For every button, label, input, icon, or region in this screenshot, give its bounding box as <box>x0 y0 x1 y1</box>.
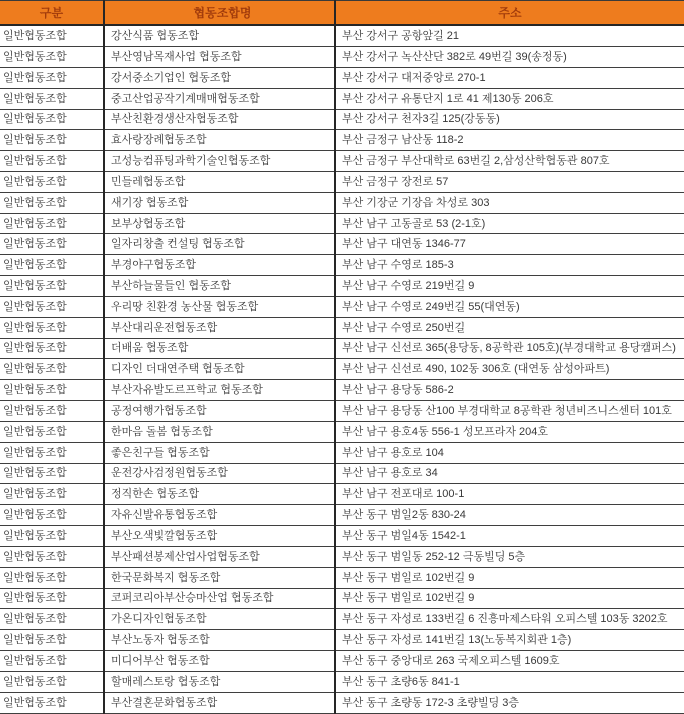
cell-address: 부산 동구 자성로 133번길 6 진흥마제스타워 오피스텔 103동 3202호 <box>335 609 684 630</box>
cell-category: 일반협동조합 <box>0 338 104 359</box>
cell-category: 일반협동조합 <box>0 88 104 109</box>
table-row <box>0 88 684 109</box>
cell-address: 부산 남구 용호4동 556-1 성모프라자 204호 <box>335 421 684 442</box>
cell-category: 일반협동조합 <box>0 505 104 526</box>
table-row <box>0 317 684 338</box>
cell-coop-name: 부경야구협동조합 <box>104 255 335 276</box>
table-row <box>0 526 684 547</box>
table-row <box>0 567 684 588</box>
cell-category: 일반협동조합 <box>0 172 104 193</box>
cell-coop-name: 운전강사검정원협동조합 <box>104 463 335 484</box>
cell-coop-name: 좋은친구들 협동조합 <box>104 442 335 463</box>
table-row <box>0 588 684 609</box>
cell-coop-name: 부산패션봉제산업사업협동조합 <box>104 546 335 567</box>
table-row <box>0 442 684 463</box>
cell-address: 부산 강서구 녹산산단 382로 49번길 39(송정동) <box>335 47 684 68</box>
table-row <box>0 421 684 442</box>
table-row <box>0 255 684 276</box>
cell-category: 일반협동조합 <box>0 109 104 130</box>
cell-category: 일반협동조합 <box>0 442 104 463</box>
cell-category: 일반협동조합 <box>0 276 104 297</box>
cell-category: 일반협동조합 <box>0 651 104 672</box>
cell-coop-name: 부산자유발도르프학교 협동조합 <box>104 380 335 401</box>
table-row <box>0 172 684 193</box>
cell-category: 일반협동조합 <box>0 213 104 234</box>
cell-coop-name: 부산영남목재사업 협동조합 <box>104 47 335 68</box>
table-body <box>0 25 684 714</box>
table-row <box>0 67 684 88</box>
cell-category: 일반협동조합 <box>0 67 104 88</box>
cell-address: 부산 금정구 장전로 57 <box>335 172 684 193</box>
cell-address: 부산 강서구 대저중앙로 270-1 <box>335 67 684 88</box>
cell-address: 부산 남구 고동골로 53 (2-1호) <box>335 213 684 234</box>
cell-coop-name: 새기장 협동조합 <box>104 192 335 213</box>
cell-coop-name: 정직한손 협동조합 <box>104 484 335 505</box>
cell-address: 부산 남구 수영로 250번길 <box>335 317 684 338</box>
cell-category: 일반협동조합 <box>0 192 104 213</box>
table-row <box>0 234 684 255</box>
cell-coop-name: 효사랑장례협동조합 <box>104 130 335 151</box>
cell-address: 부산 남구 용당동 산100 부경대학교 8공학관 청년비즈니스센터 101호 <box>335 401 684 422</box>
cell-category: 일반협동조합 <box>0 588 104 609</box>
cell-coop-name: 일자리창출 컨설팅 협동조합 <box>104 234 335 255</box>
cell-address: 부산 남구 수영로 219번길 9 <box>335 276 684 297</box>
table-row <box>0 463 684 484</box>
cell-address: 부산 남구 용당동 586-2 <box>335 380 684 401</box>
cell-address: 부산 동구 범일동 252-12 극동빌딩 5층 <box>335 546 684 567</box>
cell-category: 일반협동조합 <box>0 130 104 151</box>
cell-address: 부산 기장군 기장읍 차성로 303 <box>335 192 684 213</box>
cell-address: 부산 동구 범일4동 1542-1 <box>335 526 684 547</box>
table-row <box>0 546 684 567</box>
cell-address: 부산 남구 수영로 185-3 <box>335 255 684 276</box>
table-row <box>0 192 684 213</box>
cell-category: 일반협동조합 <box>0 359 104 380</box>
cell-address: 부산 동구 중앙대로 263 국제오피스텔 1609호 <box>335 651 684 672</box>
cell-coop-name: 중고산업공작기계매매협동조합 <box>104 88 335 109</box>
cell-category: 일반협동조합 <box>0 609 104 630</box>
cell-category: 일반협동조합 <box>0 401 104 422</box>
cell-coop-name: 우리땅 친환경 농산물 협동조합 <box>104 296 335 317</box>
table-row <box>0 484 684 505</box>
cell-category: 일반협동조합 <box>0 255 104 276</box>
cell-category: 일반협동조합 <box>0 25 104 47</box>
cell-category: 일반협동조합 <box>0 692 104 713</box>
table-row <box>0 671 684 692</box>
cell-coop-name: 디자인 더대연주택 협동조합 <box>104 359 335 380</box>
cell-coop-name: 보부상협동조합 <box>104 213 335 234</box>
table-row <box>0 338 684 359</box>
cell-coop-name: 가온디자인협동조합 <box>104 609 335 630</box>
cell-coop-name: 자유신발유통협동조합 <box>104 505 335 526</box>
cell-category: 일반협동조합 <box>0 234 104 255</box>
table-row <box>0 296 684 317</box>
cell-coop-name: 할매레스토랑 협동조합 <box>104 671 335 692</box>
cell-address: 부산 동구 초량동 172-3 초량빌딩 3층 <box>335 692 684 713</box>
cell-category: 일반협동조합 <box>0 151 104 172</box>
cell-coop-name: 부산결혼문화협동조합 <box>104 692 335 713</box>
cell-address: 부산 동구 범일로 102번길 9 <box>335 588 684 609</box>
cell-category: 일반협동조합 <box>0 630 104 651</box>
cell-category: 일반협동조합 <box>0 317 104 338</box>
cell-category: 일반협동조합 <box>0 47 104 68</box>
table-row <box>0 380 684 401</box>
cell-address: 부산 금정구 남산동 118-2 <box>335 130 684 151</box>
table-header <box>0 1 684 26</box>
cell-address: 부산 남구 신선로 365(용당동, 8공학관 105호)(부경대학교 용당캠퍼스) <box>335 338 684 359</box>
cell-category: 일반협동조합 <box>0 526 104 547</box>
cell-coop-name: 코퍼코리아부산승마산업 협동조합 <box>104 588 335 609</box>
table-row <box>0 630 684 651</box>
cell-coop-name: 강서중소기업인 협동조합 <box>104 67 335 88</box>
table-row <box>0 692 684 713</box>
cell-address: 부산 강서구 천자3길 125(강동동) <box>335 109 684 130</box>
table-row <box>0 276 684 297</box>
cell-category: 일반협동조합 <box>0 671 104 692</box>
cell-coop-name: 한마음 돌봄 협동조합 <box>104 421 335 442</box>
cell-coop-name: 미디어부산 협동조합 <box>104 651 335 672</box>
cell-coop-name: 민들레협동조합 <box>104 172 335 193</box>
cell-coop-name: 강산식품 협동조합 <box>104 25 335 47</box>
table-row <box>0 609 684 630</box>
cell-address: 부산 금정구 부산대학로 63번길 2,삼성산학협동관 807호 <box>335 151 684 172</box>
cell-coop-name: 더배움 협동조합 <box>104 338 335 359</box>
cell-address: 부산 남구 전포대로 100-1 <box>335 484 684 505</box>
table-row <box>0 47 684 68</box>
cell-category: 일반협동조합 <box>0 484 104 505</box>
table-row <box>0 213 684 234</box>
cell-coop-name: 부산대리운전협동조합 <box>104 317 335 338</box>
header-row <box>0 1 684 26</box>
cell-address: 부산 남구 용호로 104 <box>335 442 684 463</box>
column-header-address: 주소 <box>335 1 684 26</box>
table-row <box>0 505 684 526</box>
table-row <box>0 651 684 672</box>
cell-category: 일반협동조합 <box>0 567 104 588</box>
cell-address: 부산 남구 용호로 34 <box>335 463 684 484</box>
column-header-category: 구분 <box>0 1 104 26</box>
table-row <box>0 130 684 151</box>
cell-address: 부산 동구 초량6동 841-1 <box>335 671 684 692</box>
table-row <box>0 401 684 422</box>
cell-address: 부산 동구 자성로 141번길 13(노동복지회관 1층) <box>335 630 684 651</box>
cell-category: 일반협동조합 <box>0 421 104 442</box>
cell-address: 부산 동구 범일로 102번길 9 <box>335 567 684 588</box>
cell-coop-name: 부산오색빛깔협동조합 <box>104 526 335 547</box>
cell-coop-name: 부산노동자 협동조합 <box>104 630 335 651</box>
cell-category: 일반협동조합 <box>0 546 104 567</box>
cell-address: 부산 강서구 유통단지 1로 41 제130동 206호 <box>335 88 684 109</box>
table-row <box>0 25 684 47</box>
cell-address: 부산 동구 범일2동 830-24 <box>335 505 684 526</box>
table-row <box>0 109 684 130</box>
table-row <box>0 151 684 172</box>
cell-category: 일반협동조합 <box>0 463 104 484</box>
cell-category: 일반협동조합 <box>0 380 104 401</box>
cell-coop-name: 부산하늘물들인 협동조합 <box>104 276 335 297</box>
cell-coop-name: 고성능컴퓨팅과학기술인협동조합 <box>104 151 335 172</box>
cell-address: 부산 남구 신선로 490, 102동 306호 (대연동 삼성아파트) <box>335 359 684 380</box>
cell-coop-name: 한국문화복지 협동조합 <box>104 567 335 588</box>
cell-coop-name: 부산친환경생산자협동조합 <box>104 109 335 130</box>
cell-category: 일반협동조합 <box>0 296 104 317</box>
cell-address: 부산 남구 수영로 249번길 55(대연동) <box>335 296 684 317</box>
cell-coop-name: 공정여행가협동조합 <box>104 401 335 422</box>
cell-address: 부산 남구 대연동 1346-77 <box>335 234 684 255</box>
table-row <box>0 359 684 380</box>
column-header-coop-name: 협동조합명 <box>104 1 335 26</box>
cell-address: 부산 강서구 공항앞길 21 <box>335 25 684 47</box>
